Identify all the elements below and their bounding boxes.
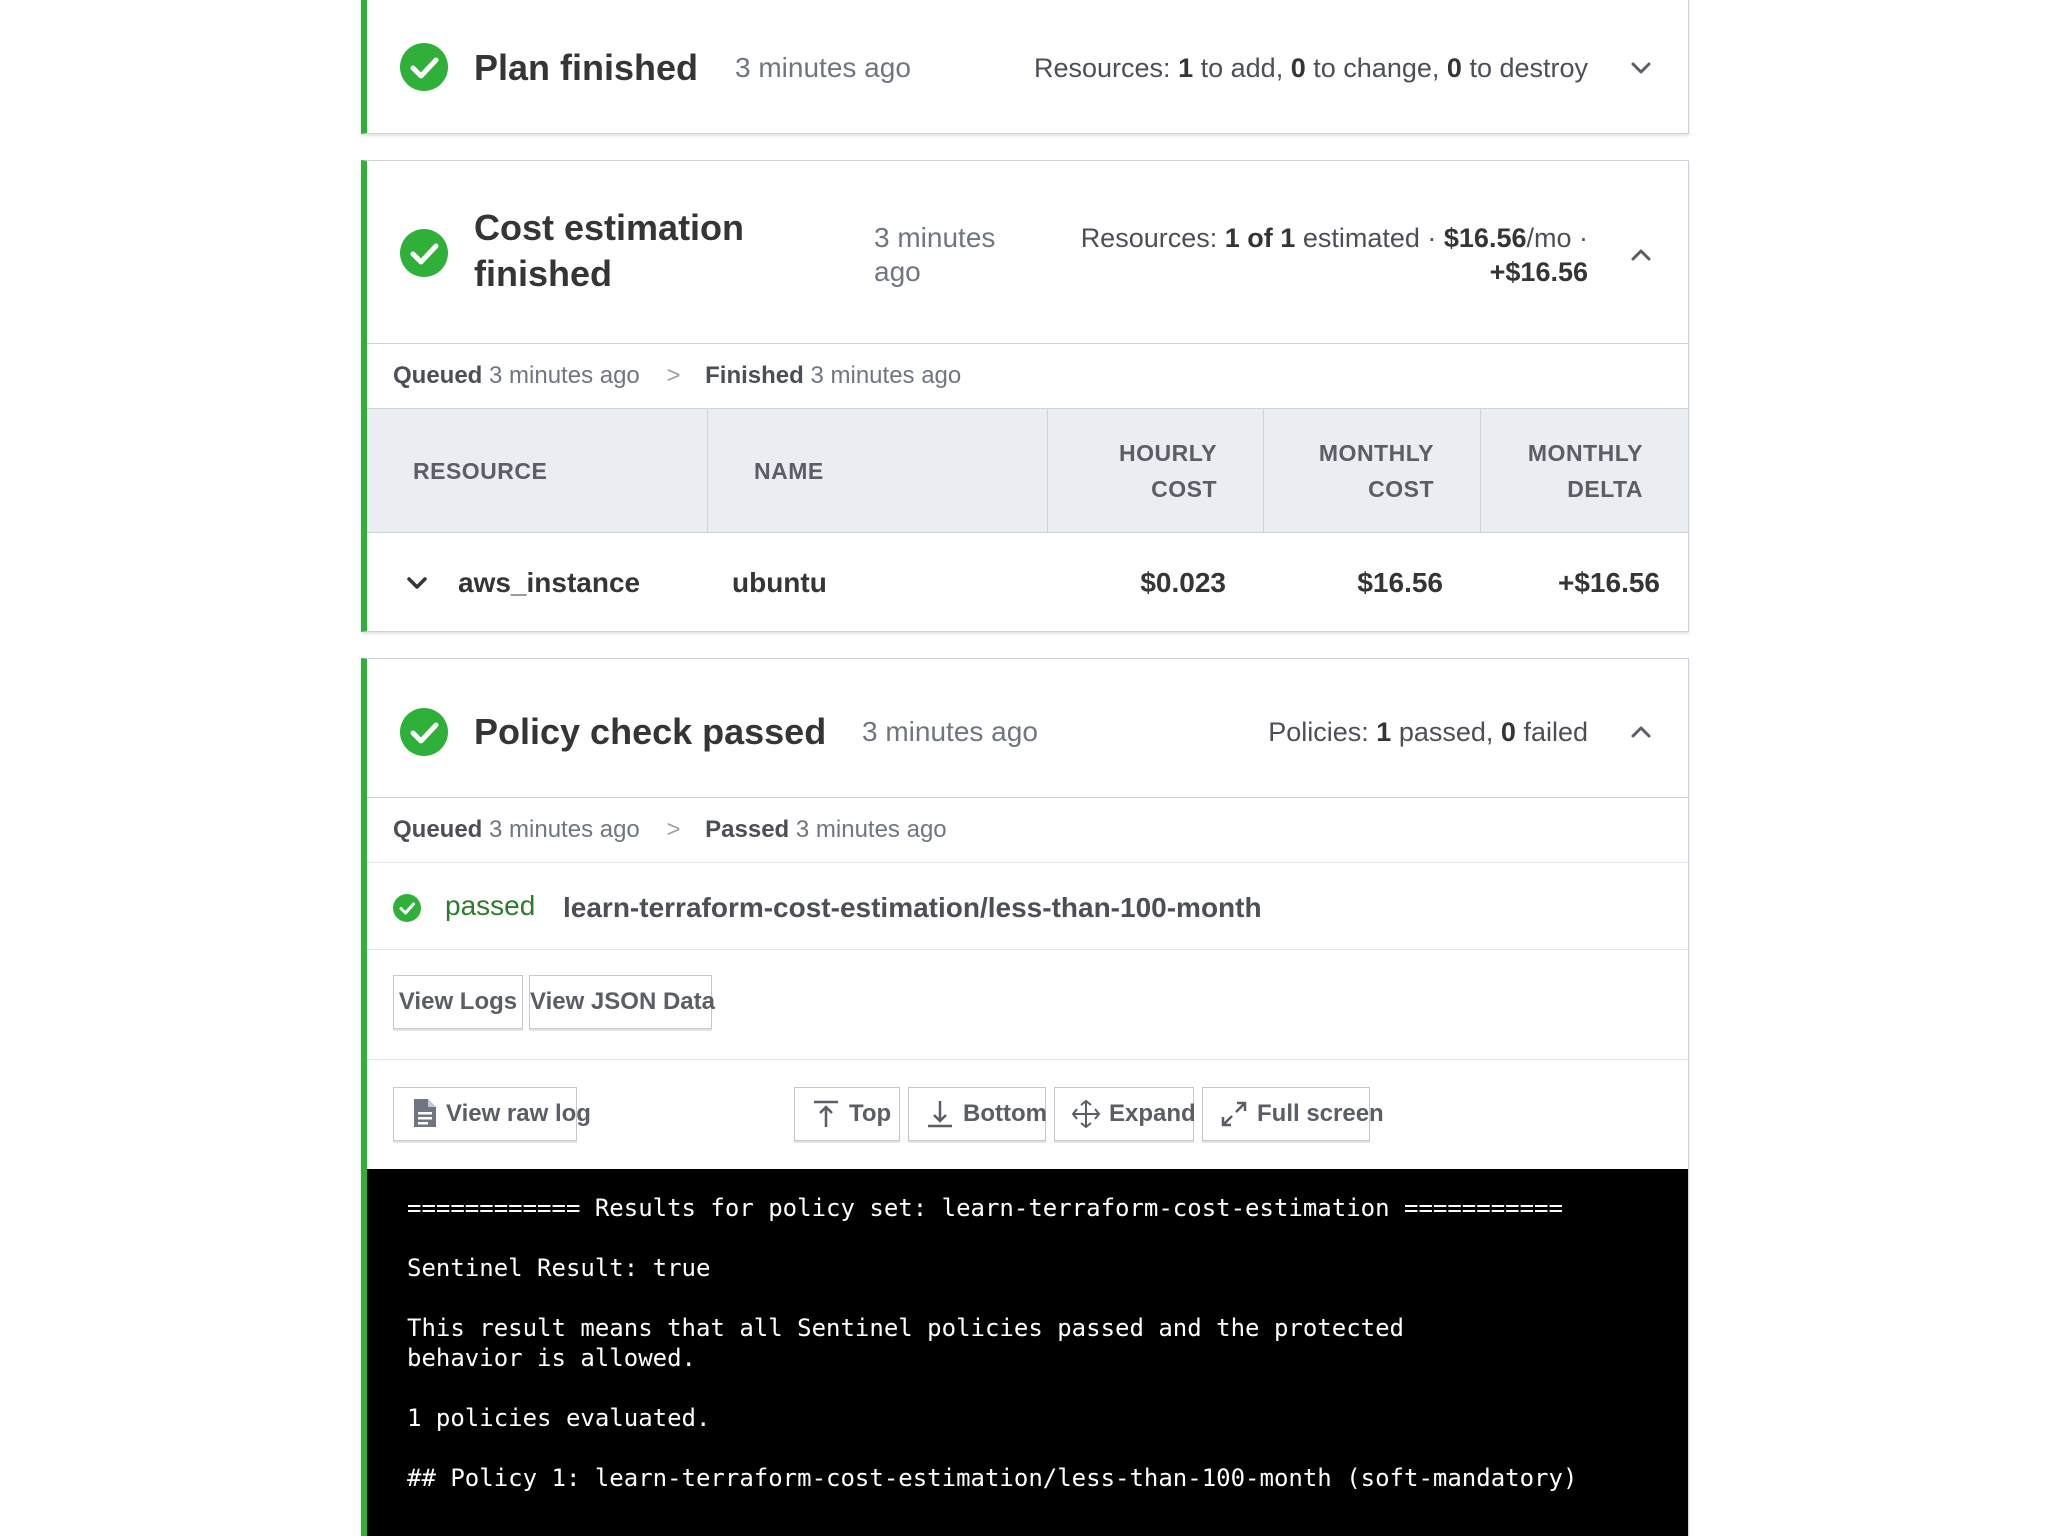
- cost-per-month-label: /mo ·: [1526, 223, 1588, 253]
- plan-destroy-count: 0: [1446, 53, 1462, 83]
- plan-resources-label: Resources:: [1034, 53, 1171, 83]
- view-logs-button[interactable]: View Logs: [393, 975, 523, 1029]
- policy-passed-text: passed,: [1398, 717, 1494, 747]
- policy-name: learn-terraform-cost-estimation/less-than-100-month: [563, 892, 1262, 923]
- plan-panel: [361, 0, 1689, 134]
- row-monthly-cost: $16.56: [1357, 567, 1443, 598]
- cost-resources-summary: [1081, 221, 1588, 289]
- chevron-down-icon[interactable]: [403, 569, 431, 597]
- policy-failed-text: failed: [1523, 717, 1588, 747]
- scroll-bottom-button[interactable]: [908, 1087, 1046, 1141]
- col-monthly-cost: MONTHLY COST: [1264, 409, 1481, 533]
- log-line: This result means that all Sentinel policies passed and the protected: [407, 1314, 1404, 1342]
- cost-timeline: [367, 343, 1688, 409]
- timeline-passed-time: 3 minutes ago: [795, 816, 947, 843]
- policy-summary: [1268, 715, 1588, 749]
- expand-icon: [1071, 1099, 1101, 1129]
- col-resource: RESOURCE: [367, 409, 708, 533]
- row-name: ubuntu: [732, 567, 827, 598]
- chevron-up-icon[interactable]: [1627, 718, 1655, 746]
- log-line: ============ Results for policy set: learn-terraform-cost-estimation ===========: [407, 1194, 1563, 1222]
- timeline-separator: >: [666, 816, 681, 843]
- view-json-data-button[interactable]: View JSON Data: [529, 975, 712, 1029]
- timeline-separator: >: [666, 362, 681, 389]
- row-monthly-delta: +$16.56: [1558, 567, 1660, 598]
- view-raw-log-button[interactable]: [393, 1087, 591, 1141]
- scroll-top-button[interactable]: [794, 1087, 900, 1141]
- cost-title-line1: Cost estimation: [474, 207, 745, 248]
- check-circle-icon: [393, 894, 421, 922]
- top-label: Top: [849, 1100, 892, 1127]
- policy-summary-label: Policies:: [1268, 717, 1369, 747]
- cost-title-line2: finished: [474, 253, 613, 294]
- full-screen-label: Full screen: [1257, 1100, 1384, 1127]
- arrow-to-top-icon: [811, 1099, 841, 1129]
- timeline-queued-time: 3 minutes ago: [489, 362, 640, 389]
- check-circle-icon: [400, 43, 448, 91]
- policy-result-row: [367, 866, 1688, 950]
- cost-delta-total: +$16.56: [1489, 257, 1588, 287]
- timeline-finished-time: 3 minutes ago: [810, 362, 962, 389]
- document-icon: [412, 1097, 438, 1129]
- full-screen-icon: [1219, 1099, 1249, 1129]
- log-line: behavior is allowed.: [407, 1344, 696, 1372]
- row-hourly-cost: $0.023: [1140, 567, 1226, 598]
- cost-time-line2: ago: [874, 256, 921, 287]
- cost-estimation-panel: [361, 160, 1689, 632]
- plan-change-count: 0: [1290, 53, 1306, 83]
- bottom-label: Bottom: [963, 1100, 1047, 1127]
- cost-table-header: [367, 409, 1688, 533]
- plan-add-text: to add,: [1200, 53, 1284, 83]
- cost-resources-label: Resources:: [1080, 223, 1218, 253]
- chevron-down-icon[interactable]: [1627, 54, 1655, 82]
- timeline-passed-label: Passed: [705, 816, 790, 843]
- check-circle-icon: [400, 708, 448, 756]
- policy-title: Policy check passed: [474, 711, 827, 752]
- full-screen-button[interactable]: [1202, 1087, 1384, 1141]
- timeline-finished-label: Finished: [705, 362, 804, 389]
- cost-time: [874, 221, 995, 289]
- col-hourly-cost: HOURLY COST: [1048, 409, 1264, 533]
- chevron-up-icon[interactable]: [1627, 241, 1655, 269]
- col-monthly-delta: MONTHLY DELTA: [1527, 440, 1643, 502]
- policy-passed-count: 1: [1376, 717, 1392, 747]
- cost-resources-estimated: estimated ·: [1302, 223, 1437, 253]
- policy-time: 3 minutes ago: [862, 716, 1038, 747]
- log-line: ## Policy 1: learn-terraform-cost-estimation/less-than-100-month (soft-mandatory): [407, 1464, 1578, 1492]
- policy-timeline: [367, 797, 1688, 863]
- plan-time: 3 minutes ago: [735, 52, 911, 83]
- cost-resources-count: 1 of 1: [1224, 223, 1296, 253]
- policy-status: passed: [445, 890, 536, 921]
- col-name: NAME: [708, 409, 1048, 533]
- divider: [367, 1059, 1688, 1060]
- timeline-queued-label: Queued: [393, 362, 483, 389]
- plan-change-text: to change,: [1313, 53, 1440, 83]
- policy-log-output: [367, 1169, 1688, 1536]
- policy-check-panel: [361, 658, 1689, 1536]
- log-line: Sentinel Result: true: [407, 1254, 711, 1282]
- cost-title: [474, 205, 744, 297]
- timeline-queued-time: 3 minutes ago: [489, 816, 640, 843]
- plan-title: Plan finished: [474, 47, 699, 88]
- plan-destroy-text: to destroy: [1469, 53, 1588, 83]
- cost-time-line1: 3 minutes: [874, 222, 996, 253]
- expand-button[interactable]: [1054, 1087, 1194, 1141]
- arrow-to-bottom-icon: [925, 1099, 955, 1129]
- cost-monthly-total: $16.56: [1443, 223, 1527, 253]
- check-circle-icon: [400, 229, 448, 277]
- timeline-queued-label: Queued: [393, 816, 483, 843]
- policy-failed-count: 0: [1500, 717, 1516, 747]
- view-raw-log-label: View raw log: [446, 1100, 591, 1127]
- expand-label: Expand: [1109, 1100, 1196, 1127]
- plan-resources-summary: [1034, 51, 1588, 85]
- log-line: 1 policies evaluated.: [407, 1404, 711, 1432]
- row-resource: aws_instance: [458, 567, 641, 598]
- plan-add-count: 1: [1178, 53, 1194, 83]
- table-row[interactable]: [367, 533, 1688, 632]
